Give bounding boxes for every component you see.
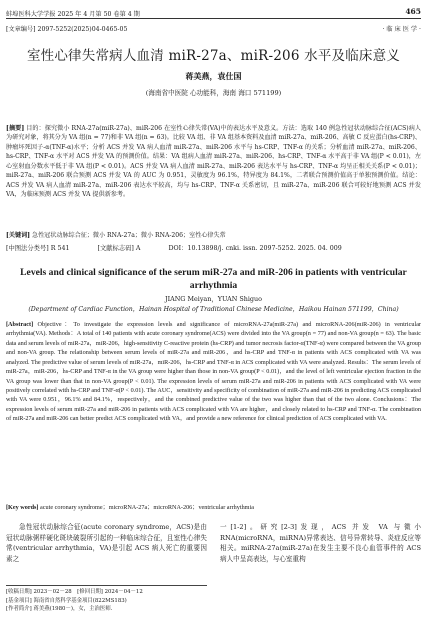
affiliation-chinese: (海南省中医院 心功能科，海南 海口 571199) — [145, 89, 282, 97]
journal-name: 蚌埠医科大学学报 2025 年 4 月第 50 卷第 4 期 — [6, 11, 140, 18]
footnotes — [6, 585, 207, 614]
abstract-label-cn: [摘要] — [6, 125, 25, 132]
abstract-label-en: [Abstract] — [6, 321, 34, 328]
footnote-funding: [基金项目] 海南省自然科学基金项目(822MS183) — [6, 597, 127, 604]
section-label: · 临 床 医 学 · — [382, 26, 421, 33]
keywords-label-cn: [关键词] — [6, 232, 31, 239]
abstract-english — [6, 320, 421, 424]
keywords-chinese — [6, 231, 421, 240]
keywords-english — [6, 502, 421, 511]
body-column-left: 急性冠状动脉综合征(acute coronary syndrome，ACS)是由冠状动脉粥样硬化斑块破裂所引起的一种临床综合征，且室性心律失常(ventricular arrhythmia，VA)是引起 ACS 病人死亡的重要因素之 — [6, 523, 207, 564]
running-header — [6, 7, 421, 19]
document-code: [文献标志码] A — [97, 245, 141, 252]
body-column-right: 一[1-2]。研究[2-3]发现，ACS 并发 VA 与微小 RNA(microRNA，miRNA)异常表达、信号异常转导、炎症反应等相关。miRNA-27a(miR-27a)在发生主要不良心血管事件的 ACS 病人中呈高表达，与心室重构 — [220, 523, 421, 564]
article-meta — [6, 243, 421, 252]
article-id-row — [6, 24, 421, 33]
keywords-text-cn: 急性冠状动脉综合征；微小 RNA-27a；微小 RNA-206；室性心律失常 — [32, 232, 226, 239]
article-number: [文章编号] 2097-5252(2025)04-0465-05 — [6, 26, 128, 33]
clc-number: [中图法分类号] R 541 — [6, 245, 70, 252]
keywords-label-en: [Key words] — [6, 504, 39, 511]
authors-english: JIANG Meiyan，YUAN Shiguo — [165, 295, 262, 303]
title-chinese: 室性心律失常病人血清 miR-27a、miR-206 水平及临床意义 — [26, 48, 401, 64]
keywords-text-en: acute coronary syndrome；microRNA-27a；microRNA-206；ventricular arrhythmia — [40, 504, 254, 511]
abstract-chinese — [6, 124, 421, 200]
title-english: Levels and clinical significance of the serum miR-27a and miR-206 in patients with ventricular arrhythmia — [20, 267, 407, 292]
affiliation-english: (Department of Cardiac Function，Hainan Hospital of Traditional Chinese Medicine，Haikou Hainan 571199，China) — [28, 306, 399, 313]
footnote-author: [作者简介] 蒋美燕(1980－)，女，主治医师. — [6, 606, 113, 613]
abstract-text-cn: 目的：探究微小 RNA-27a(miR-27a)、miR-206 在室性心律失常(VA)中的表达水平及意义。方法：选取 140 例急性冠状动脉综合征(ACS)病人为研究对象，将其分为 VA 组(n = 77)和非 VA 组(n = 63)。比较 VA 组、非 VA 组基本资料及血清 miR-27a、miR-206、高敏 C 反应蛋白(hs-CRP)、肿瘤坏死因子-α(TNF-α)水平；分析 ACS 并发 VA 病人血清 miR-27a、miR-206 水平与 hs-CRP、TNF-α 的关系；分析血清 miR-27a、miR-206、hs-CRP、TNF-α 水平对 ACS 并发 VA 的预测价值。结果：VA 组病人血清 miR-27a、miR-206、hs-CRP、TNF-α 水平高于非 VA 组(P < 0.01)，左心室射血分数水平低于非 VA 组(P < 0.01)。ACS 并发 VA 病人血清 miR-27a、miR-206 表达水平与 hs-CRP、TNF-α 均呈正相关关系(P < 0.01)；miR-27a、miR-206 联合预测 ACS 并发 VA 的 AUC 为 0.951，灵敏度为 96.1%，特异度为 84.1%，二者联合预测价值高于单独预测价值。结论：ACS 并发 VA 病人血清 miR-27a、miR-206 表达水平较高，均与 hs-CRP、TNF-α 关系密切，且 miR-27a、miR-206 联合可较好地预测 ACS 并发 VA，为临床预测 ACS 并发 VA 提供新参考。 — [6, 125, 421, 199]
page-number: 465 — [405, 7, 421, 16]
abstract-text-en: Objective：To investigate the expression levels and significance of microRNA-27a(miR-27a) and microRNA-206(miR-206) in ventricular arrhythmia(VA). Methods：A total of 140 patients with acute coronary syndrome(ACS) were divided into the VA group(n = 77) and non-VA group(n = 63). The basic data and serum levels of miR-27a，miR-206，high-sensitivity C-reactive protein (hs-CRP) and tumor necrosis factor-α(TNF-α) were compared between the VA group and non-VA group. The relationship between serum levels of miR-27a and miR-206，and hs-CRP and TNF-α in patients with ACS complicated with VA was analyzed. The predictive value of serum levels of miR-27a，miR-206，hs-CRP and TNF-α in ACS complicated with VA were analyzed. Results：The serum levels of miR-27a，miR-206，hs-CRP and TNF-α in the VA group were higher than those in non-VA group(P < 0.01)，and the level of left ventricular ejection fraction in the VA group was lower than that in non-VA group(P < 0.01). The expression levels of serum miR-27a and miR-206 in patients with ACS complicated with VA were positively correlated with hs-CRP and TNF-α(P < 0.01). The AUC，sensitivity and specificity of combination of miR-27a and miR-206 in predicting ACS complicated with VA were 0.951，96.1% and 84.1%，respectively，and the combined predictive value of the two was higher than that of the two alone. Conclusions：The expression levels of serum miR-27a and miR-206 in patients with ACS complicated with VA are higher，and closely related to hs-CRP and TNF-α. The combination of miR-27a and miR-206 can better predict ACS complicated with VA，and provide a new reference for clinical prediction of ACS complicated with VA. — [6, 321, 421, 423]
doi: DOI：10.13898/j. cnki. issn. 2097-5252. 2025. 04. 009 — [168, 245, 342, 252]
authors-chinese: 蒋美燕，袁仕国 — [185, 71, 242, 81]
footnote-received: [收稿日期] 2023－02－28 [修回日期] 2024－04－12 — [6, 589, 143, 595]
